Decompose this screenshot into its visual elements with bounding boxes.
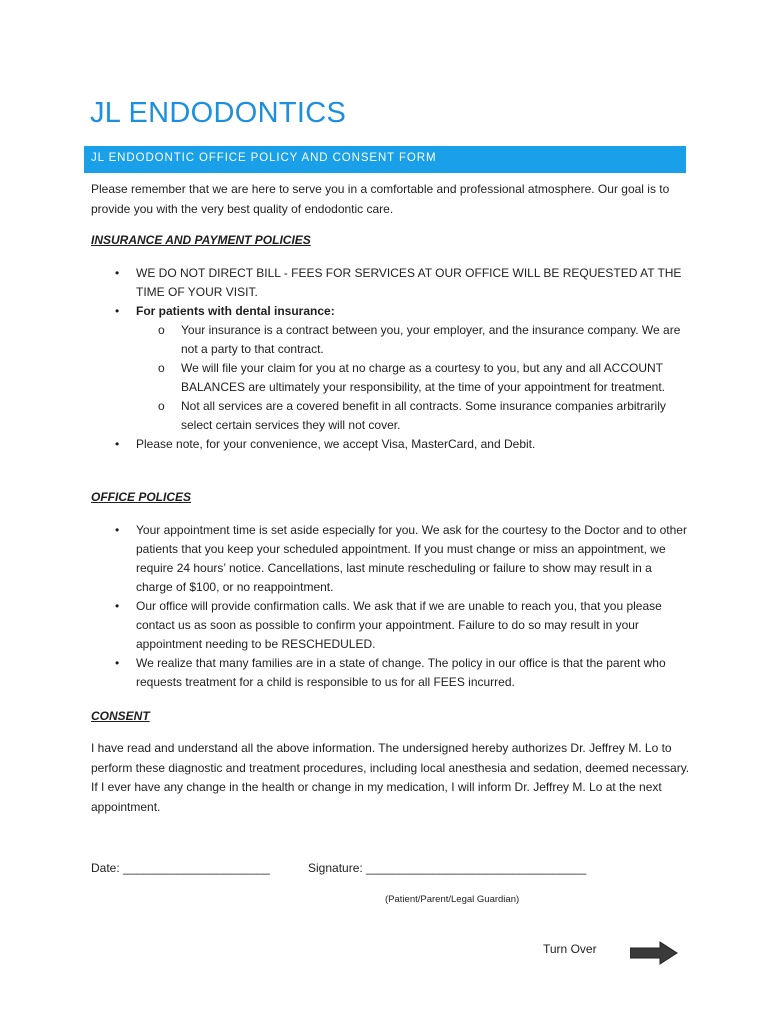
sub-list-item xyxy=(136,359,691,397)
list-item xyxy=(91,435,691,454)
sub-list-item-text: We will file your claim for you at no charge as a courtesy to you, but any and all ACCOUNT BALANCES are ultimately your responsibility, at the time of your appointment for treatment. xyxy=(181,361,665,394)
date-field[interactable]: Date: ______________________ xyxy=(91,861,270,875)
bullet-icon: • xyxy=(115,656,120,670)
circle-bullet-icon: o xyxy=(158,323,165,337)
consent-heading: CONSENT xyxy=(91,709,150,723)
office-heading: OFFICE POLICES xyxy=(91,490,192,504)
insurance-list xyxy=(91,264,691,454)
bullet-icon: • xyxy=(115,304,120,318)
bullet-icon: • xyxy=(115,523,120,537)
insurance-heading: INSURANCE AND PAYMENT POLICIES xyxy=(91,233,311,247)
insurance-sublist xyxy=(136,321,691,435)
sub-list-item xyxy=(136,397,691,435)
list-item xyxy=(91,302,691,435)
list-item xyxy=(91,264,691,302)
list-item xyxy=(91,521,691,597)
list-item xyxy=(91,654,691,692)
sub-list-item-text: Your insurance is a contract between you, your employer, and the insurance company. We are not a party to that contract. xyxy=(181,323,681,356)
list-item-text: Please note, for your convenience, we accept Visa, MasterCard, and Debit. xyxy=(136,437,536,451)
bullet-icon: • xyxy=(115,437,120,451)
consent-paragraph: I have read and understand all the above information. The undersigned hereby authorizes Dr. Jeffrey M. Lo to perform these diagnostic and treatment procedures, including local anesthesia and sedation, deemed necessary. If I ever have any change in the health or change in my medication, I will inform Dr. Jeffrey M. Lo at the next appointment. xyxy=(91,741,690,814)
circle-bullet-icon: o xyxy=(158,361,165,375)
list-item-text: We realize that many families are in a state of change. The policy in our office is that the parent who requests treatment for a child is responsible to us for all FEES incurred. xyxy=(136,656,666,689)
form-title-banner: JL ENDODONTIC OFFICE POLICY AND CONSENT FORM xyxy=(84,146,686,173)
right-arrow-icon xyxy=(630,941,678,965)
turn-over-label: Turn Over xyxy=(543,942,597,956)
signature-field[interactable]: Signature: _________________________________ xyxy=(308,861,587,875)
circle-bullet-icon: o xyxy=(158,399,165,413)
sub-list-item xyxy=(136,321,691,359)
list-item-text: WE DO NOT DIRECT BILL - FEES FOR SERVICES AT OUR OFFICE WILL BE REQUESTED AT THE TIME OF YOUR VISIT. xyxy=(136,266,682,299)
office-list xyxy=(91,521,691,692)
guardian-note: (Patient/Parent/Legal Guardian) xyxy=(385,894,520,905)
list-item-text: For patients with dental insurance: xyxy=(136,304,335,318)
list-item-text: Our office will provide confirmation calls. We ask that if we are unable to reach you, that you please contact us as soon as possible to confirm your appointment. Failure to do so may result in your appointment needing to be RESCHEDULED. xyxy=(136,599,662,651)
bullet-icon: • xyxy=(115,599,120,613)
list-item xyxy=(91,597,691,654)
bullet-icon: • xyxy=(115,266,120,280)
sub-list-item-text: Not all services are a covered benefit in all contracts. Some insurance companies arbitrarily select certain services they will not cover. xyxy=(181,399,666,432)
page-title: JL ENDODONTICS xyxy=(90,97,347,129)
list-item-text: Your appointment time is set aside especially for you. We ask for the courtesy to the Doctor and to other patients that you keep your scheduled appointment. If you must change or miss an appointment, we require 24 hours’ notice. Cancellations, last minute rescheduling or failure to show may result in a charge of $100, or no reappointment. xyxy=(136,523,687,594)
intro-paragraph: Please remember that we are here to serve you in a comfortable and professional atmosphere. Our goal is to provide you with the very best quality of endodontic care. xyxy=(91,182,670,216)
